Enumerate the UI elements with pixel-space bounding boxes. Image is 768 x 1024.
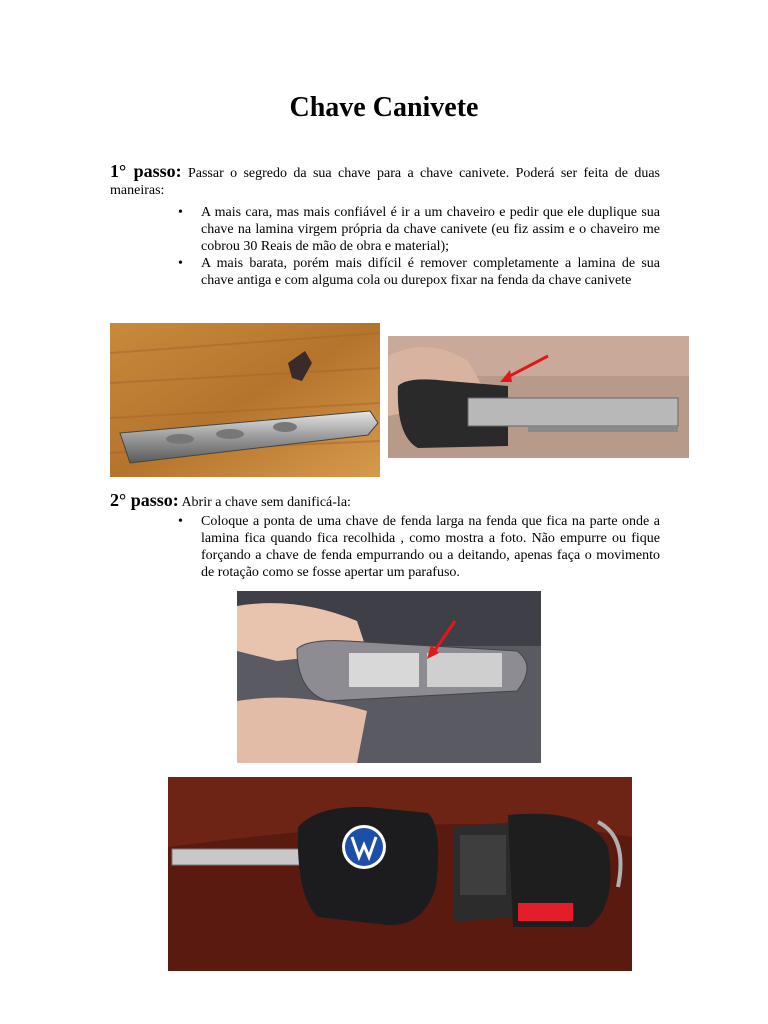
step2-paragraph: [110, 492, 660, 511]
step1-bullet-list: [178, 204, 660, 289]
photo-opened-vw-key: [168, 777, 632, 971]
step1-text: Passar o segredo da sua chave para a chave canivete. Poderá ser feita de duas maneiras:: [110, 166, 660, 198]
step1-paragraph: [110, 163, 660, 199]
step2-text: Abrir a chave sem danificá-la:: [178, 495, 351, 510]
step2-label: 2° passo:: [110, 490, 179, 510]
step1-bullet-1: • A mais cara, mas mais confiável é ir a um chaveiro e pedir que ele duplique sua chave na lamina virgem própria da chave canivete (eu fiz assim e o chaveiro me cobrou 30 Reais de mão de obra e material);: [178, 204, 660, 255]
photo-key-in-hand-arrow: [388, 336, 689, 458]
step2-bullet-1: • Coloque a ponta de uma chave de fenda larga na fenda que fica na parte onde a lamina fica quando fica recolhida , como mostra a foto. Não empurre ou fique forçando a chave de fenda empurrando ou a deitando, apenas faça o movimento de rotação como se fosse apertar um parafuso.: [178, 513, 660, 581]
document-title: Chave Canivete: [289, 92, 479, 123]
photo-key-blade-on-wood: [110, 323, 380, 477]
photo-opening-key-with-screwdriver: [237, 591, 541, 763]
step1-label: 1° passo:: [110, 161, 182, 181]
step2-bullet-list: [178, 513, 660, 581]
step1-bullet-2: • A mais barata, porém mais difícil é remover completamente a lamina de sua chave antiga e com alguma cola ou durepox fixar na fenda da chave canivete: [178, 255, 660, 289]
